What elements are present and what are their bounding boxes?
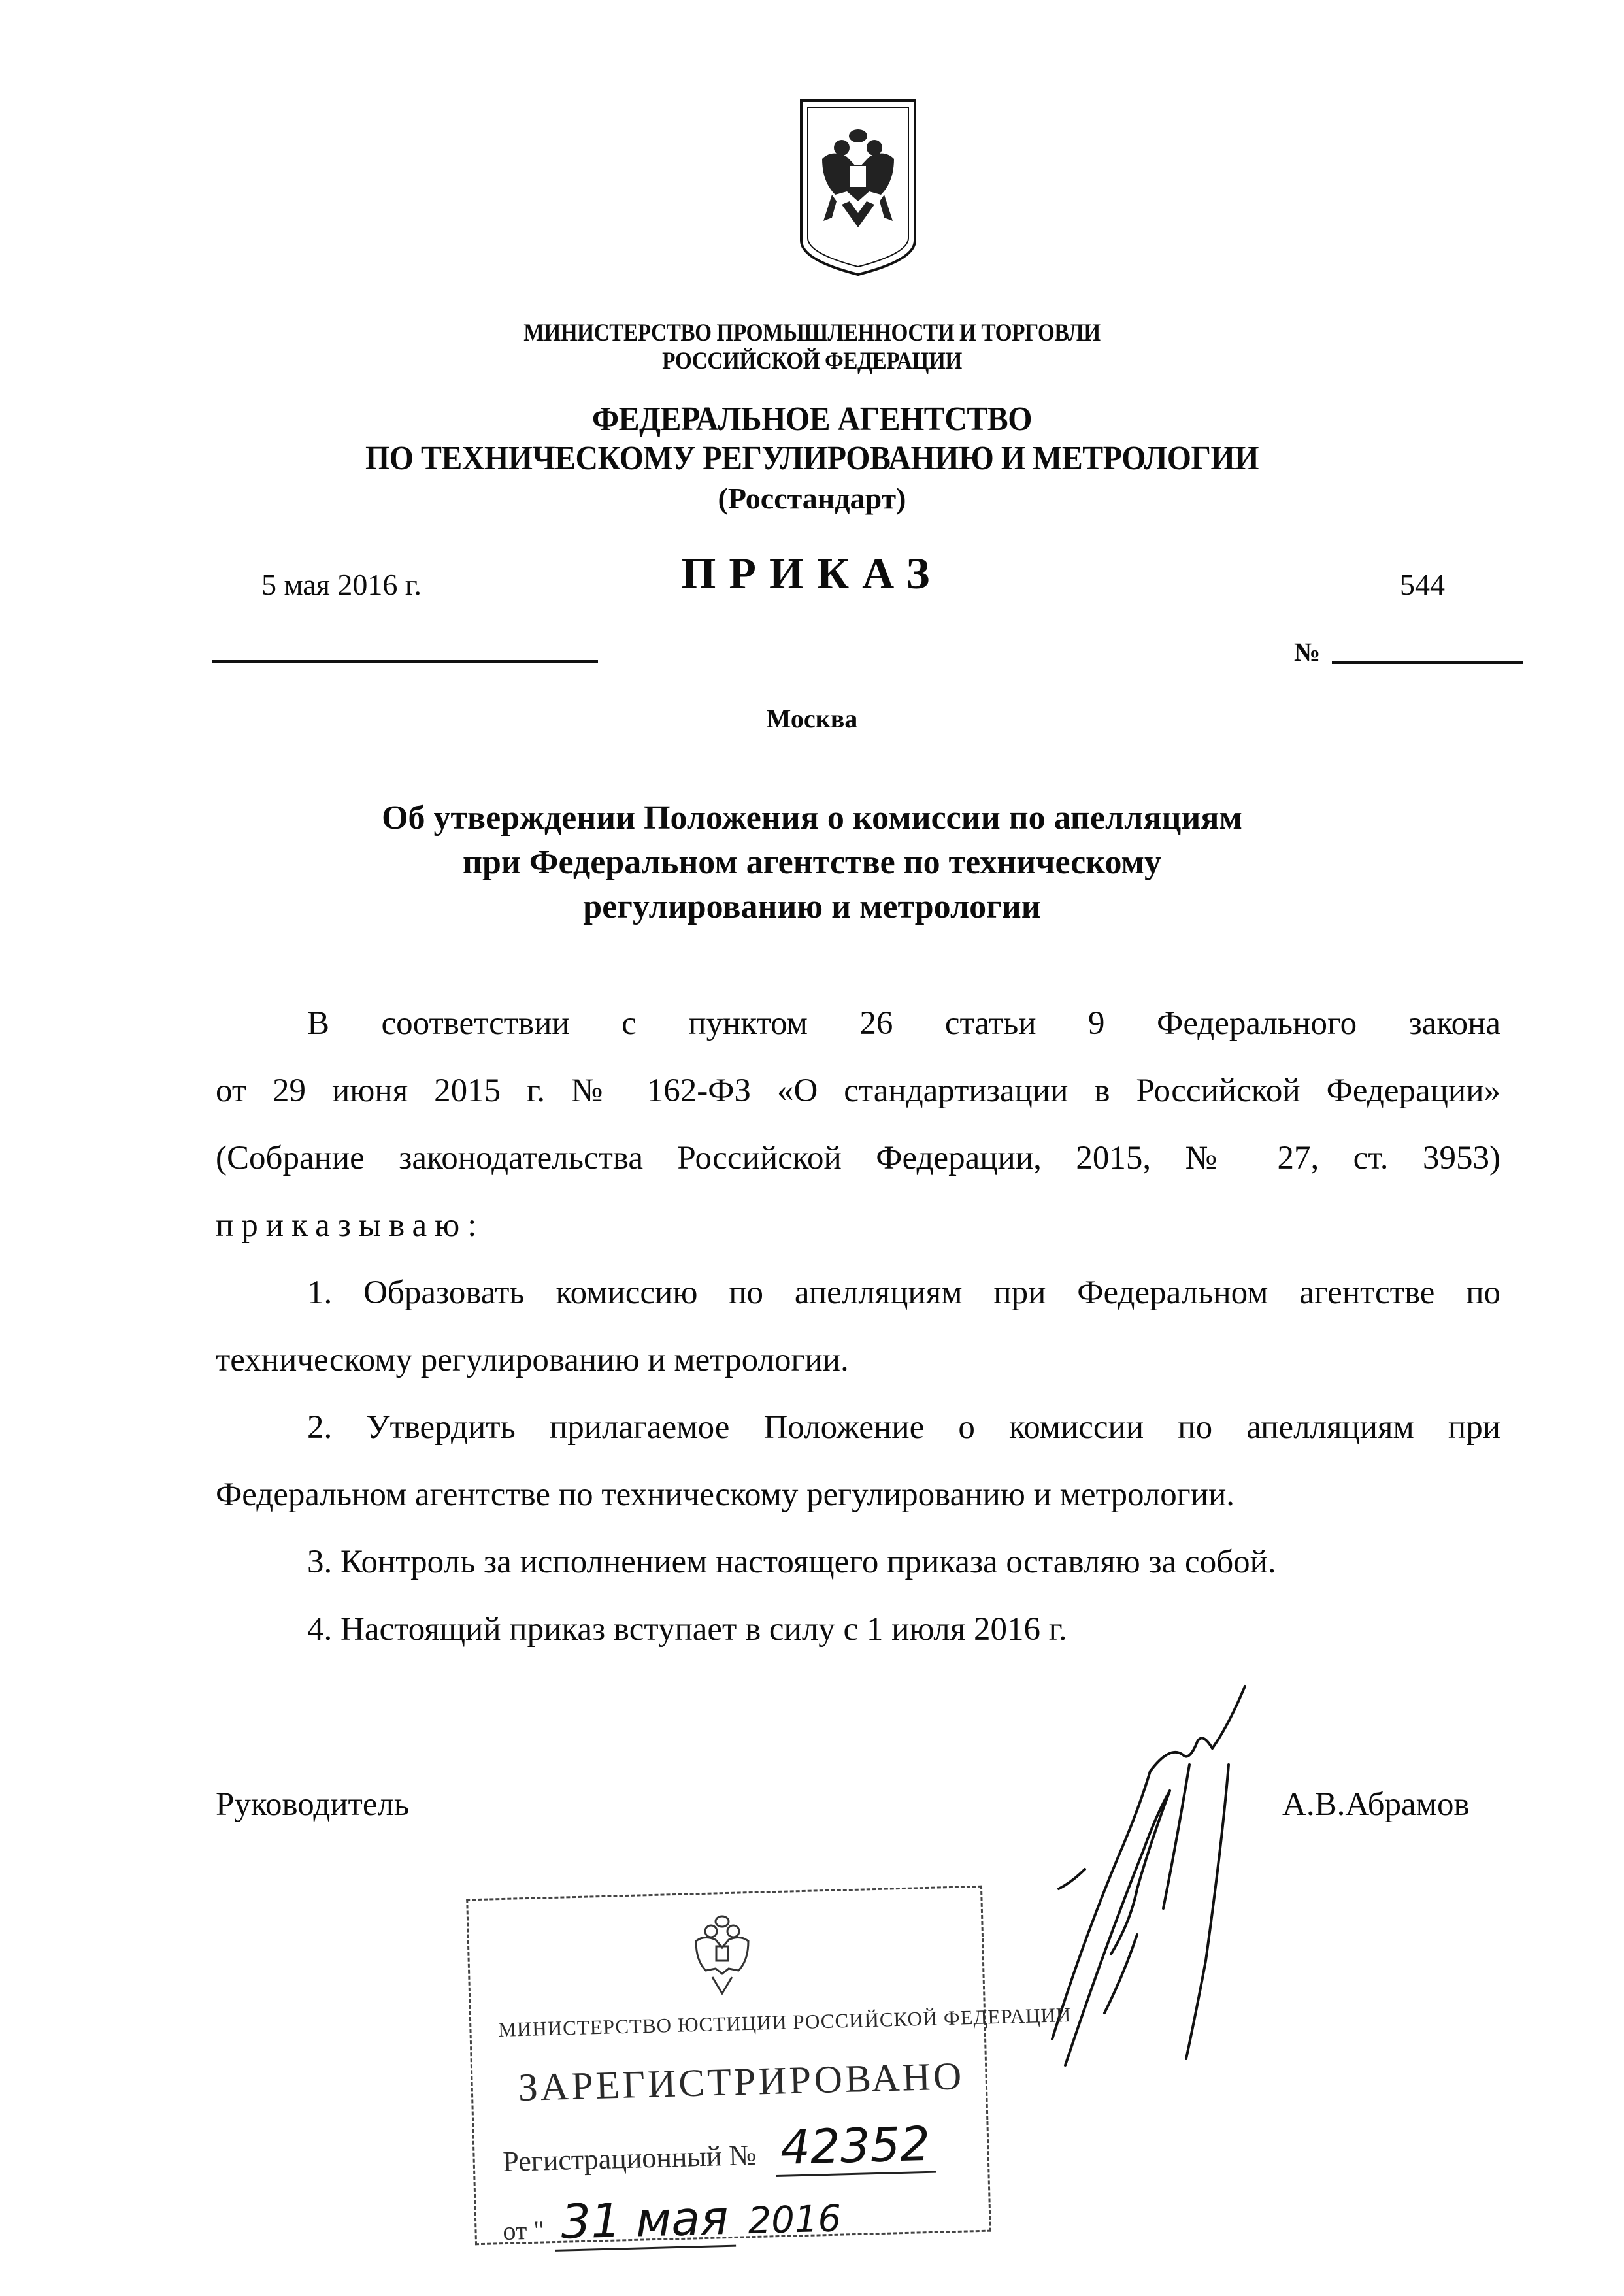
agency-short-name: (Росстандарт) — [718, 482, 906, 515]
order-word: приказываю: — [216, 1207, 485, 1244]
item-1-line1: 1. Образовать комиссию по апелляциям при Федеральном агентстве по — [307, 1274, 1500, 1311]
handwritten-signature — [954, 1673, 1320, 2131]
stamp-registered: ЗАРЕГИСТРИРОВАНО — [518, 2054, 965, 2109]
preamble-line2: от 29 июня 2015 г. № 162-ФЗ «О стандартизации в Российской Федерации» — [216, 1073, 1500, 1109]
ministry-name-line2: РОССИЙСКОЙ ФЕДЕРАЦИИ — [662, 348, 962, 374]
signatory-role: Руководитель — [216, 1786, 410, 1823]
subject-line1: Об утверждении Положения о комиссии по апелляциям — [382, 799, 1242, 837]
number-underline — [1332, 661, 1523, 664]
item-2-line1: 2. Утвердить прилагаемое Положение о комиссии по апелляциям при — [307, 1409, 1500, 1446]
city-name: Москва — [766, 704, 858, 733]
stamp-reg-number-row — [502, 2116, 936, 2182]
number-sign: № — [1294, 637, 1321, 667]
stamp-from-year: 2016 — [747, 2197, 842, 2243]
agency-name-line2: ПО ТЕХНИЧЕСКОМУ РЕГУЛИРОВАНИЮ И МЕТРОЛОГИИ — [365, 440, 1259, 477]
order-subject — [0, 796, 1624, 929]
signatory-name: А.В.Абрамов — [1282, 1786, 1470, 1823]
preamble-line3: (Собрание законодательства Российской Федерации, 2015, № 27, ст. 3953) — [216, 1140, 1500, 1176]
coat-of-arms-emblem — [796, 97, 920, 278]
subject-line2: при Федеральном агентстве по техническому — [463, 844, 1161, 881]
stamp-from-label: от " — [502, 2215, 545, 2246]
stamp-reg-label: Регистрационный № — [502, 2138, 757, 2178]
date-underline — [212, 660, 598, 663]
ministry-name-line1: МИНИСТЕРСТВО ПРОМЫШЛЕННОСТИ И ТОРГОВЛИ — [523, 320, 1101, 346]
agency-name-line1: ФЕДЕРАЛЬНОЕ АГЕНТСТВО — [592, 401, 1032, 438]
stamp-from-date: 31 мая — [554, 2190, 735, 2252]
item-1-line2: техническому регулированию и метрологии. — [216, 1342, 849, 1378]
subject-line3: регулированию и метрологии — [583, 888, 1041, 925]
stamp-emblem — [686, 1908, 758, 2000]
stamp-reg-number: 42352 — [774, 2116, 936, 2177]
item-4: 4. Настоящий приказ вступает в силу с 1 июля 2016 г. — [307, 1611, 1067, 1648]
stamp-ministry: МИНИСТЕРСТВО ЮСТИЦИИ РОССИЙСКОЙ ФЕДЕРАЦИИ — [498, 2003, 1072, 2041]
order-date: 5 мая 2016 г. — [261, 568, 422, 601]
order-number: 544 — [1400, 568, 1445, 601]
order-title: ПРИКАЗ — [681, 548, 943, 598]
stamp-date-row — [502, 2187, 842, 2251]
item-3: 3. Контроль за исполнением настоящего приказа оставляю за собой. — [307, 1544, 1276, 1580]
preamble-line1: В соответствии с пунктом 26 статьи 9 Федерального закона — [307, 1005, 1500, 1042]
item-2-line2: Федеральном агентстве по техническому регулированию и метрологии. — [216, 1476, 1235, 1513]
